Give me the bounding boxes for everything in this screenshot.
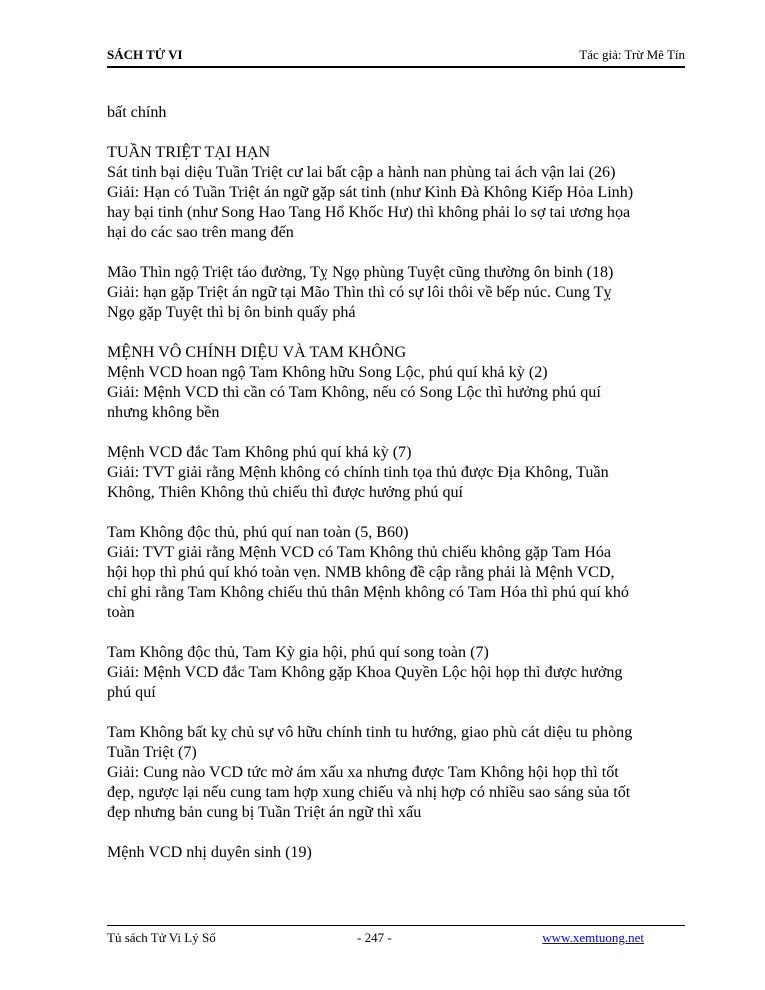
book-title: SÁCH TỬ VI [107,47,183,62]
text-line: Mệnh VCD hoan ngộ Tam Không hữu Song Lộc, phú quí khả kỳ (2) [107,364,548,381]
paragraph [107,523,685,623]
text-line: Tuần Triệt (7) [107,744,197,761]
text-line: TUẦN TRIỆT TẠI HẠN [107,144,271,161]
page-content [107,103,685,863]
paragraph [107,843,685,863]
text-line: Tam Không độc thủ, phú quí nan toàn (5, B60) [107,524,409,541]
text-line: Mệnh VCD nhị duyên sinh (19) [107,844,312,861]
text-line: Tam Không độc thủ, Tam Kỳ gia hội, phú quí song toàn (7) [107,644,489,661]
text-line: đẹp nhưng bản cung bị Tuần Triệt án ngữ thì xấu [107,804,422,821]
text-line: Giải: Mệnh VCD đắc Tam Không gặp Khoa Quyền Lộc hội họp thì được hưởng [107,664,623,681]
author-credit: Tác giả: Trừ Mê Tín [579,47,685,62]
text-line: phú quí [107,684,156,701]
text-line: nhưng không bền [107,404,220,421]
text-line: Giải: Mệnh VCD thì cần có Tam Không, nếu có Song Lộc thì hưởng phú quí [107,384,601,401]
text-line: Không, Thiên Không thủ chiếu thì được hưởng phú quí [107,484,464,501]
paragraph [107,443,685,503]
paragraph [107,143,685,243]
text-line: hại do các sao trên mang đến [107,224,294,241]
text-line: Mệnh VCD đắc Tam Không phú quí khả kỳ (7) [107,444,412,461]
text-line: Tam Không bất kỵ chủ sự vô hữu chính tinh tu hướng, giao phù cát diệu tu phòng [107,724,633,741]
text-line: Giải: hạn gặp Triệt án ngữ tại Mão Thìn thì có sự lôi thôi về bếp núc. Cung Tỵ [107,284,612,301]
text-line: đẹp, ngược lại nếu cung tam hợp xung chiếu và nhị hợp có nhiều sao sáng sủa tốt [107,784,631,801]
text-line: chỉ ghi rằng Tam Không chiếu thủ thân Mệnh không có Tam Hóa thì phú quí khó [107,584,629,601]
text-line: toàn [107,604,135,621]
page-footer [107,925,685,948]
text-line: Mão Thìn ngộ Triệt táo đường, Tỵ Ngọ phùng Tuyệt cũng thường ôn binh (18) [107,264,614,281]
text-line: Giải: Hạn có Tuần Triệt án ngữ gặp sát tinh (như Kình Đà Không Kiếp Hỏa Linh) [107,184,634,201]
text-line: Giải: TVT giải rằng Mệnh VCD có Tam Không thủ chiếu không gặp Tam Hóa [107,544,612,561]
text-line: Giải: Cung nào VCD tức mờ ám xấu xa nhưng được Tam Không hội họp thì tốt [107,764,619,781]
series-name: Tủ sách Tử Vi Lý Số [107,930,216,945]
text-line: MỆNH VÔ CHÍNH DIỆU VÀ TAM KHÔNG [107,344,407,361]
page-number: - 247 - [357,930,392,945]
paragraph [107,643,685,703]
paragraph [107,263,685,323]
paragraph [107,723,685,823]
page-header [107,44,685,68]
text-line: bất chính [107,104,167,121]
text-line: hay bại tinh (như Song Hao Tang Hổ Khốc Hư) thì không phải lo sợ tai ương họa [107,204,631,221]
text-line: Giải: TVT giải rằng Mệnh không có chính tinh tọa thủ được Địa Không, Tuần [107,464,609,481]
paragraph [107,343,685,423]
text-line: hội họp thì phú quí khó toàn vẹn. NMB không đề cập rằng phải là Mệnh VCD, [107,564,615,581]
website-link[interactable]: www.xemtuong.net [542,930,644,945]
paragraph [107,103,685,123]
text-line: Ngọ gặp Tuyệt thì bị ôn binh quấy phá [107,304,356,321]
text-line: Sát tinh bại diệu Tuần Triệt cư lai bất cập a hành nan phùng tai ách vận lai (26) [107,164,616,181]
